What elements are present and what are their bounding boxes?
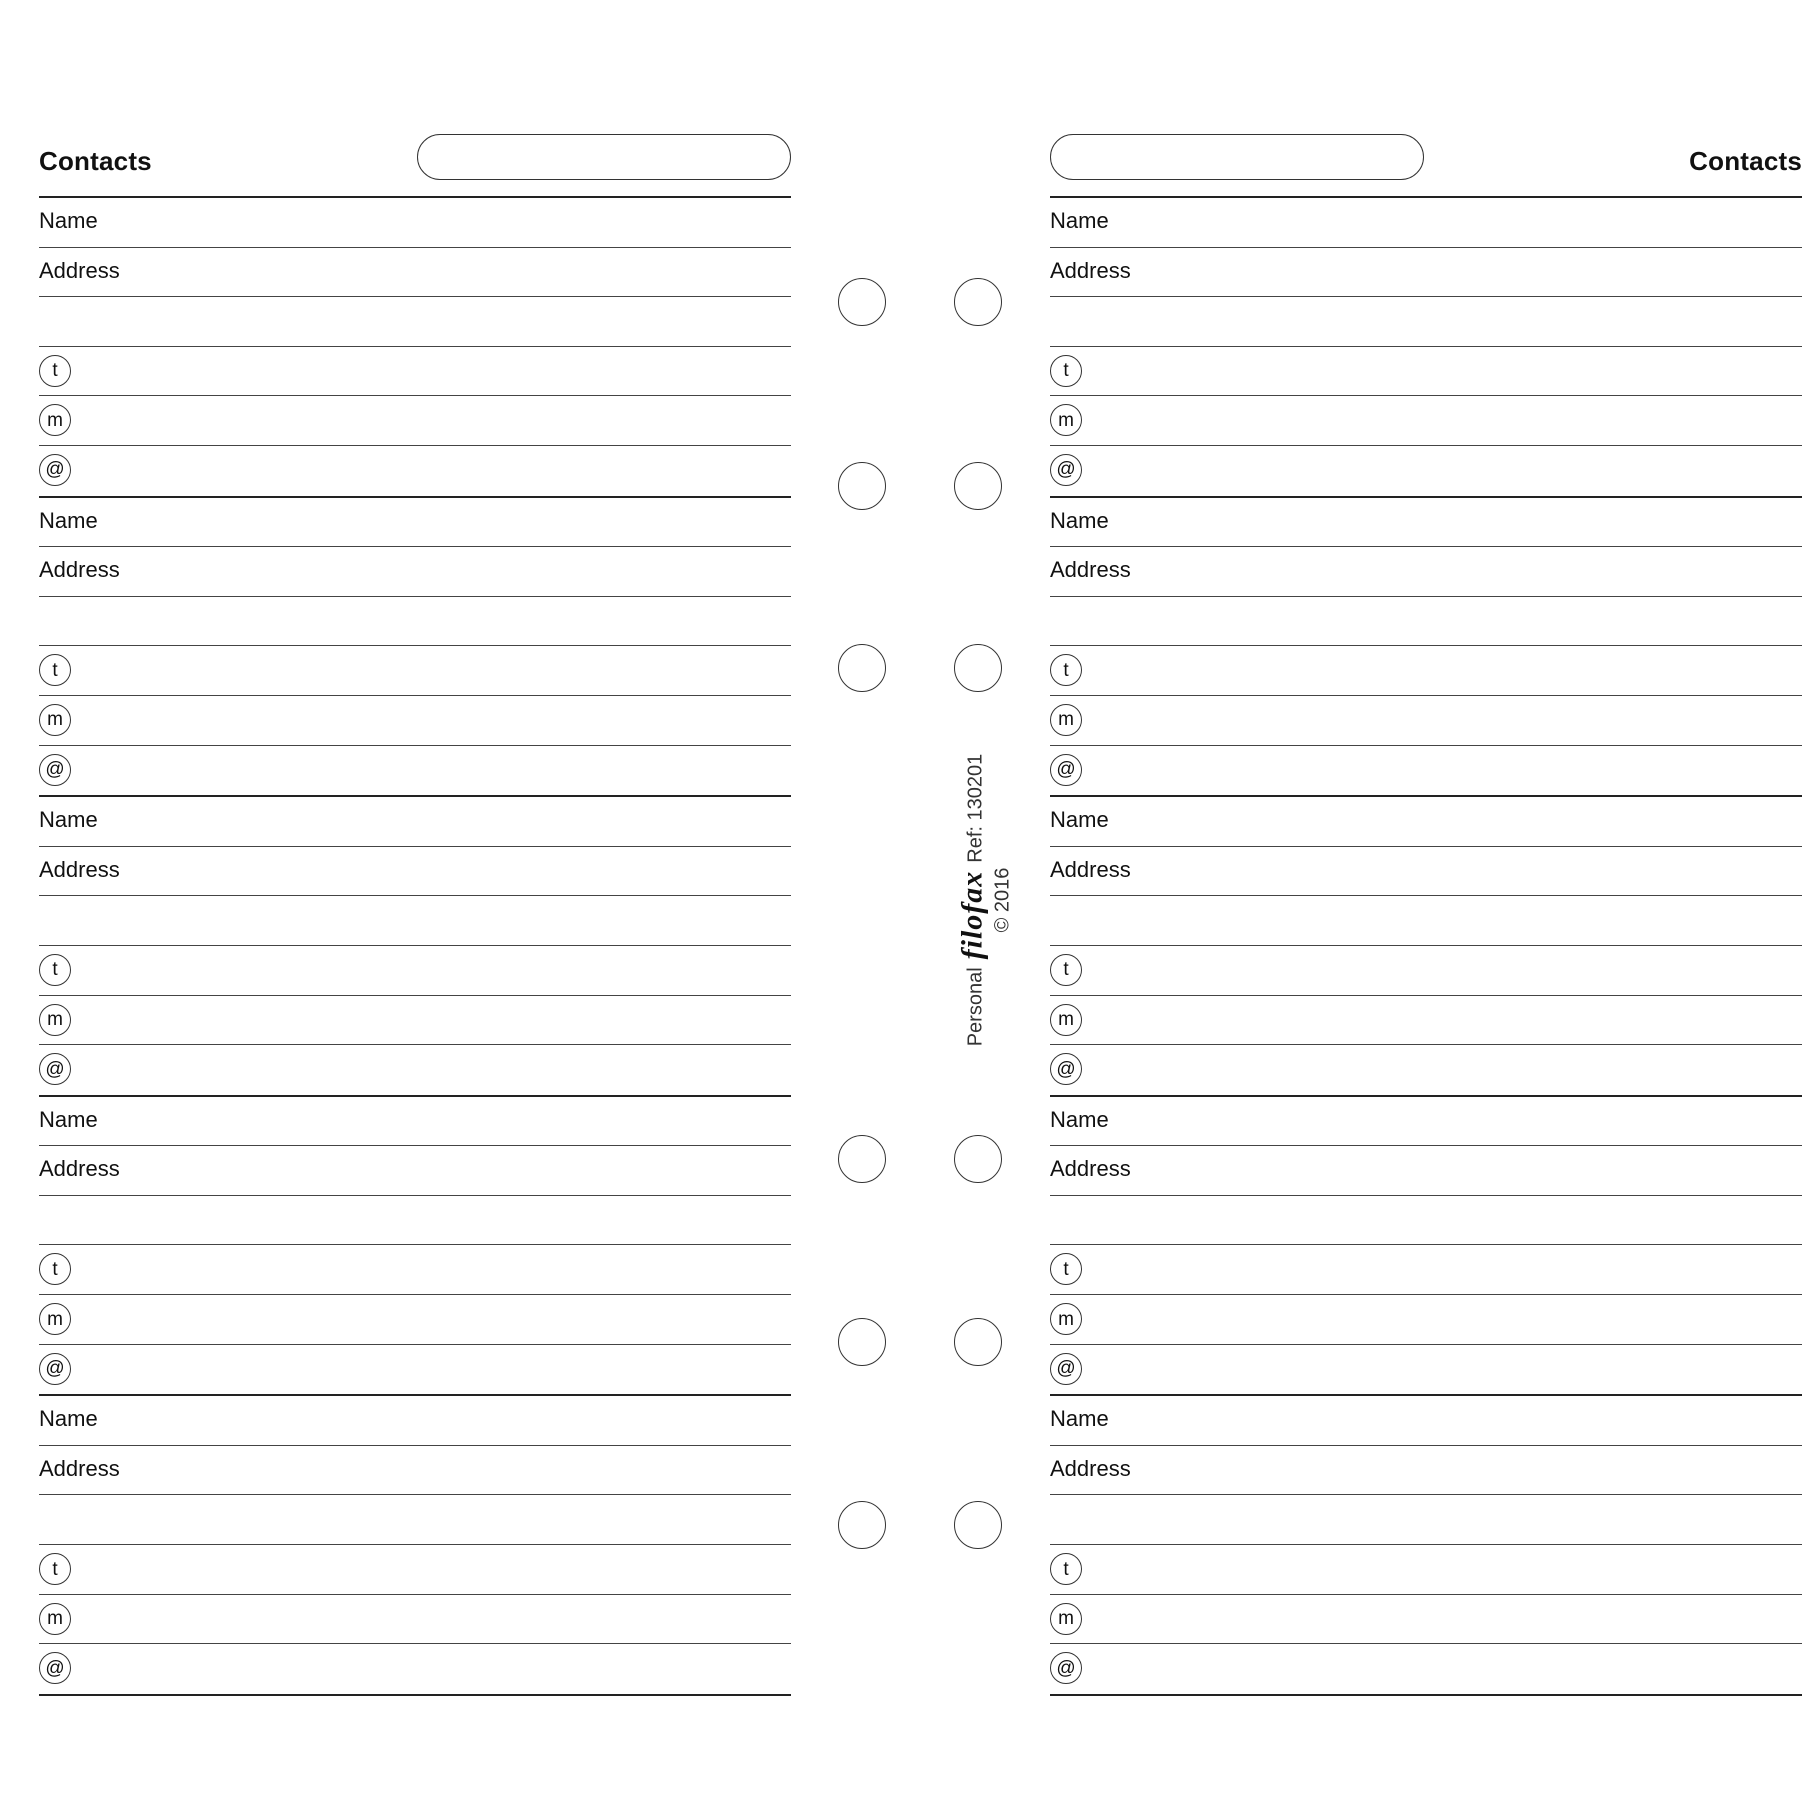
email-icon: @ bbox=[1050, 1353, 1082, 1385]
ref-number: Ref: 130201 bbox=[964, 753, 987, 863]
phone-icon: t bbox=[1050, 1553, 1082, 1585]
punch-hole-icon bbox=[838, 462, 886, 510]
address-row[interactable] bbox=[1050, 248, 1802, 298]
phone-row[interactable] bbox=[1050, 646, 1802, 696]
name-row[interactable] bbox=[39, 1396, 791, 1446]
name-row[interactable] bbox=[39, 498, 791, 548]
punch-hole-icon bbox=[838, 1501, 886, 1549]
contact-entry bbox=[39, 498, 791, 798]
address-line-2[interactable] bbox=[39, 1196, 791, 1246]
mobile-row[interactable] bbox=[39, 396, 791, 446]
address-label: Address bbox=[1050, 257, 1131, 283]
name-label: Name bbox=[1050, 208, 1109, 233]
address-row[interactable] bbox=[1050, 1146, 1802, 1196]
spine-text-block bbox=[956, 754, 1015, 1047]
mobile-icon: m bbox=[1050, 1004, 1082, 1036]
mobile-icon: m bbox=[1050, 1603, 1082, 1635]
address-row[interactable] bbox=[39, 847, 791, 897]
address-label: Address bbox=[39, 557, 120, 583]
mobile-row[interactable] bbox=[39, 1295, 791, 1345]
phone-row[interactable] bbox=[39, 347, 791, 397]
phone-icon: t bbox=[39, 1553, 71, 1585]
name-label: Name bbox=[39, 208, 98, 233]
phone-row[interactable] bbox=[1050, 347, 1802, 397]
phone-row[interactable] bbox=[39, 1545, 791, 1595]
contact-entry bbox=[1050, 498, 1802, 798]
contact-entry bbox=[1050, 797, 1802, 1097]
punch-hole-icon bbox=[838, 278, 886, 326]
email-row[interactable] bbox=[39, 446, 791, 496]
phone-icon: t bbox=[1050, 954, 1082, 986]
right-contact-list bbox=[1050, 196, 1802, 1696]
email-icon: @ bbox=[39, 1353, 71, 1385]
contact-entry bbox=[39, 1097, 791, 1397]
name-label: Name bbox=[1050, 1406, 1109, 1432]
email-row[interactable] bbox=[39, 1345, 791, 1395]
punch-hole-icon bbox=[954, 1135, 1002, 1183]
contact-entry bbox=[39, 198, 791, 498]
mobile-icon: m bbox=[1050, 1303, 1082, 1335]
email-icon: @ bbox=[1050, 454, 1082, 486]
name-row[interactable] bbox=[1050, 498, 1802, 548]
name-row[interactable] bbox=[39, 198, 791, 248]
mobile-icon: m bbox=[39, 1303, 71, 1335]
address-row[interactable] bbox=[1050, 1446, 1802, 1496]
name-row[interactable] bbox=[1050, 797, 1802, 847]
name-row[interactable] bbox=[1050, 1396, 1802, 1446]
contact-entry bbox=[1050, 198, 1802, 498]
right-page-title: Contacts bbox=[1689, 146, 1802, 176]
name-label: Name bbox=[1050, 507, 1109, 533]
email-icon: @ bbox=[1050, 1652, 1082, 1684]
mobile-icon: m bbox=[39, 1004, 71, 1036]
email-row[interactable] bbox=[39, 746, 791, 796]
address-label: Address bbox=[1050, 1156, 1131, 1182]
phone-row[interactable] bbox=[39, 646, 791, 696]
email-row[interactable] bbox=[1050, 746, 1802, 796]
address-label: Address bbox=[39, 1455, 120, 1481]
phone-icon: t bbox=[1050, 1253, 1082, 1285]
email-icon: @ bbox=[39, 454, 71, 486]
address-line-2[interactable] bbox=[39, 896, 791, 946]
name-label: Name bbox=[1050, 807, 1109, 833]
address-label: Address bbox=[39, 856, 120, 882]
size-label: Personal bbox=[964, 967, 987, 1047]
phone-icon: t bbox=[1050, 654, 1082, 686]
left-header bbox=[39, 130, 791, 198]
contact-entry bbox=[1050, 1396, 1802, 1696]
email-row[interactable] bbox=[1050, 1345, 1802, 1395]
address-label: Address bbox=[1050, 557, 1131, 583]
address-row[interactable] bbox=[39, 1146, 791, 1196]
punch-hole-icon bbox=[954, 1501, 1002, 1549]
phone-icon: t bbox=[39, 654, 71, 686]
left-index-tab-field[interactable] bbox=[417, 134, 791, 180]
address-line-2[interactable] bbox=[1050, 1196, 1802, 1246]
address-label: Address bbox=[39, 257, 120, 283]
contact-entry bbox=[39, 1396, 791, 1696]
spine-line bbox=[956, 754, 990, 1047]
right-page bbox=[1050, 0, 1802, 1820]
punch-hole-icon bbox=[954, 462, 1002, 510]
address-line-2[interactable] bbox=[39, 1495, 791, 1545]
address-line-2[interactable] bbox=[39, 597, 791, 647]
punch-hole-icon bbox=[838, 1135, 886, 1183]
address-row[interactable] bbox=[1050, 547, 1802, 597]
mobile-row[interactable] bbox=[39, 996, 791, 1046]
email-row[interactable] bbox=[1050, 1045, 1802, 1095]
mobile-icon: m bbox=[39, 704, 71, 736]
address-row[interactable] bbox=[39, 1446, 791, 1496]
punch-hole-icon bbox=[838, 1318, 886, 1366]
copyright: © 2016 bbox=[991, 867, 1014, 933]
name-row[interactable] bbox=[39, 1097, 791, 1147]
address-line-2[interactable] bbox=[1050, 1495, 1802, 1545]
contact-entry bbox=[1050, 1097, 1802, 1397]
phone-icon: t bbox=[39, 355, 71, 387]
address-line-2[interactable] bbox=[1050, 896, 1802, 946]
right-index-tab-field[interactable] bbox=[1050, 134, 1424, 180]
punch-hole-icon bbox=[954, 644, 1002, 692]
mobile-icon: m bbox=[1050, 404, 1082, 436]
phone-row[interactable] bbox=[39, 1245, 791, 1295]
phone-row[interactable] bbox=[39, 946, 791, 996]
name-label: Name bbox=[39, 807, 98, 833]
name-label: Name bbox=[39, 1106, 98, 1132]
address-row[interactable] bbox=[39, 547, 791, 597]
email-row[interactable] bbox=[1050, 1644, 1802, 1694]
mobile-row[interactable] bbox=[39, 1595, 791, 1645]
left-page-title: Contacts bbox=[39, 146, 152, 176]
email-icon: @ bbox=[39, 754, 71, 786]
mobile-row[interactable] bbox=[1050, 696, 1802, 746]
mobile-row[interactable] bbox=[39, 696, 791, 746]
mobile-icon: m bbox=[39, 1603, 71, 1635]
email-row[interactable] bbox=[39, 1045, 791, 1095]
address-line-2[interactable] bbox=[1050, 297, 1802, 347]
phone-icon: t bbox=[39, 1253, 71, 1285]
address-label: Address bbox=[1050, 856, 1131, 882]
email-icon: @ bbox=[1050, 1053, 1082, 1085]
address-line-2[interactable] bbox=[39, 297, 791, 347]
name-label: Name bbox=[1050, 1106, 1109, 1132]
name-label: Name bbox=[39, 507, 98, 533]
address-line-2[interactable] bbox=[1050, 597, 1802, 647]
punch-hole-icon bbox=[954, 1318, 1002, 1366]
name-row[interactable] bbox=[1050, 1097, 1802, 1147]
phone-icon: t bbox=[39, 954, 71, 986]
name-row[interactable] bbox=[39, 797, 791, 847]
email-icon: @ bbox=[39, 1652, 71, 1684]
address-label: Address bbox=[39, 1156, 120, 1182]
email-icon: @ bbox=[39, 1053, 71, 1085]
mobile-row[interactable] bbox=[1050, 1595, 1802, 1645]
mobile-row[interactable] bbox=[1050, 396, 1802, 446]
phone-row[interactable] bbox=[1050, 1545, 1802, 1595]
email-row[interactable] bbox=[39, 1644, 791, 1694]
phone-row[interactable] bbox=[1050, 946, 1802, 996]
mobile-icon: m bbox=[39, 404, 71, 436]
punch-hole-icon bbox=[838, 644, 886, 692]
address-label: Address bbox=[1050, 1455, 1131, 1481]
name-label: Name bbox=[39, 1406, 98, 1432]
mobile-row[interactable] bbox=[1050, 996, 1802, 1046]
left-page bbox=[39, 0, 791, 1820]
address-row[interactable] bbox=[1050, 847, 1802, 897]
brand-logo: filofax bbox=[955, 870, 989, 960]
email-row[interactable] bbox=[1050, 446, 1802, 496]
mobile-row[interactable] bbox=[1050, 1295, 1802, 1345]
punch-hole-icon bbox=[954, 278, 1002, 326]
phone-icon: t bbox=[1050, 355, 1082, 387]
phone-row[interactable] bbox=[1050, 1245, 1802, 1295]
contact-entry bbox=[39, 797, 791, 1097]
left-contact-list bbox=[39, 196, 791, 1696]
right-header bbox=[1050, 130, 1802, 198]
name-row[interactable] bbox=[1050, 198, 1802, 248]
mobile-icon: m bbox=[1050, 704, 1082, 736]
address-row[interactable] bbox=[39, 248, 791, 298]
email-icon: @ bbox=[1050, 754, 1082, 786]
